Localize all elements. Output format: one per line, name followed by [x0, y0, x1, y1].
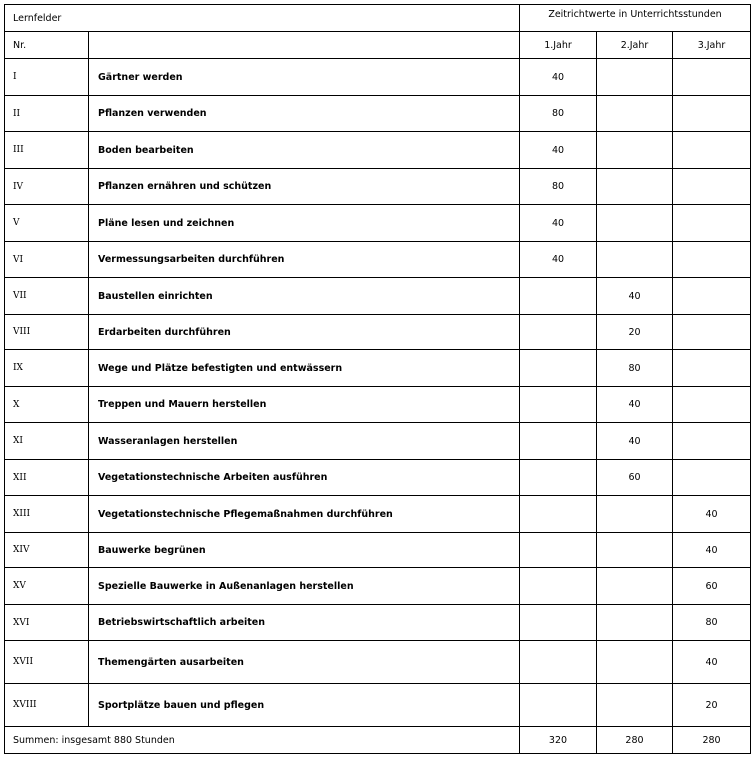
jahr1-value: 80 [520, 96, 597, 132]
jahr2-value [597, 605, 673, 641]
lernfeld-name: Pflanzen ernähren und schützen [89, 169, 520, 205]
jahr2-header: 2.Jahr [597, 32, 673, 59]
jahr1-header: 1.Jahr [520, 32, 597, 59]
jahr1-value [520, 278, 597, 315]
lernfeld-name: Themengärten ausarbeiten [89, 641, 520, 684]
table-row [5, 96, 751, 132]
lernfeld-nr: X [5, 387, 89, 423]
jahr3-value [673, 315, 751, 350]
jahr3-value [673, 169, 751, 205]
lernfeld-nr: II [5, 96, 89, 132]
lernfeld-nr: VI [5, 242, 89, 278]
lernfeld-name: Wege und Plätze befestigten und entwässern [89, 350, 520, 387]
jahr1-value [520, 496, 597, 533]
jahr2-value: 40 [597, 387, 673, 423]
jahr3-value [673, 350, 751, 387]
jahr2-value [597, 684, 673, 727]
jahr3-value [673, 205, 751, 242]
lernfeld-name: Betriebswirtschaftlich arbeiten [89, 605, 520, 641]
lernfeld-name: Sportplätze bauen und pflegen [89, 684, 520, 727]
jahr1-value: 40 [520, 242, 597, 278]
table-row [5, 496, 751, 533]
lernfeld-nr: XI [5, 423, 89, 460]
lernfeld-name: Wasseranlagen herstellen [89, 423, 520, 460]
jahr2-value [597, 132, 673, 169]
table-row [5, 533, 751, 568]
lernfeld-name: Pflanzen verwenden [89, 96, 520, 132]
table-row [5, 460, 751, 496]
jahr1-value [520, 350, 597, 387]
lernfeld-nr: XVIII [5, 684, 89, 727]
jahr3-value [673, 423, 751, 460]
lernfeld-name: Vegetationstechnische Arbeiten ausführen [89, 460, 520, 496]
table-row [5, 641, 751, 684]
table-row [5, 278, 751, 315]
table-row [5, 59, 751, 96]
lernfelder-header: Lernfelder [5, 5, 520, 32]
jahr2-value [597, 568, 673, 605]
lernfeld-nr: XVII [5, 641, 89, 684]
jahr1-value: 40 [520, 59, 597, 96]
jahr3-value: 80 [673, 605, 751, 641]
lernfeld-nr: VIII [5, 315, 89, 350]
jahr3-value [673, 460, 751, 496]
jahr1-value: 40 [520, 132, 597, 169]
lernfeld-name: Treppen und Mauern herstellen [89, 387, 520, 423]
table-row [5, 315, 751, 350]
jahr3-value [673, 278, 751, 315]
lernfeld-nr: VII [5, 278, 89, 315]
jahr3-value: 40 [673, 533, 751, 568]
jahr3-value: 20 [673, 684, 751, 727]
jahr3-value: 60 [673, 568, 751, 605]
jahr2-value: 40 [597, 423, 673, 460]
summe-jahr2: 280 [597, 727, 673, 754]
jahr1-value [520, 460, 597, 496]
jahr2-value: 80 [597, 350, 673, 387]
jahr3-value [673, 132, 751, 169]
table-row [5, 423, 751, 460]
lernfeld-nr: XVI [5, 605, 89, 641]
jahr3-header: 3.Jahr [673, 32, 751, 59]
summen-label: Summen: insgesamt 880 Stunden [5, 727, 520, 754]
lernfeld-name: Boden bearbeiten [89, 132, 520, 169]
lernfeld-name: Vermessungsarbeiten durchführen [89, 242, 520, 278]
jahr2-value: 60 [597, 460, 673, 496]
table-row [5, 350, 751, 387]
jahr1-value: 80 [520, 169, 597, 205]
jahr2-value [597, 242, 673, 278]
jahr2-value [597, 205, 673, 242]
header-row-1 [5, 5, 751, 32]
jahr1-value: 40 [520, 205, 597, 242]
jahr2-value [597, 533, 673, 568]
jahr2-value: 20 [597, 315, 673, 350]
jahr2-value [597, 496, 673, 533]
lernfeld-nr: I [5, 59, 89, 96]
jahr2-value: 40 [597, 278, 673, 315]
jahr1-value [520, 684, 597, 727]
table-row [5, 132, 751, 169]
lernfeld-nr: XIV [5, 533, 89, 568]
jahr3-value [673, 59, 751, 96]
lernfeld-name: Pläne lesen und zeichnen [89, 205, 520, 242]
jahr2-value [597, 96, 673, 132]
lernfeld-nr: IV [5, 169, 89, 205]
table-row [5, 242, 751, 278]
table-row [5, 205, 751, 242]
name-header [89, 32, 520, 59]
jahr3-value [673, 242, 751, 278]
jahr2-value [597, 169, 673, 205]
lernfeld-name: Erdarbeiten durchführen [89, 315, 520, 350]
summen-row [5, 727, 751, 754]
jahr1-value [520, 533, 597, 568]
table-row [5, 568, 751, 605]
lernfelder-table [4, 4, 751, 754]
jahr1-value [520, 423, 597, 460]
jahr3-value: 40 [673, 496, 751, 533]
lernfeld-name: Spezielle Bauwerke in Außenanlagen herstellen [89, 568, 520, 605]
lernfeld-nr: XV [5, 568, 89, 605]
lernfeld-nr: III [5, 132, 89, 169]
nr-header: Nr. [5, 32, 89, 59]
lernfeld-nr: IX [5, 350, 89, 387]
jahr1-value [520, 387, 597, 423]
lernfeld-name: Gärtner werden [89, 59, 520, 96]
jahr2-value [597, 59, 673, 96]
lernfeld-name: Bauwerke begrünen [89, 533, 520, 568]
jahr1-value [520, 568, 597, 605]
lernfeld-nr: XIII [5, 496, 89, 533]
header-row-2 [5, 32, 751, 59]
jahr1-value [520, 605, 597, 641]
jahr1-value [520, 315, 597, 350]
jahr3-value [673, 96, 751, 132]
lernfeld-nr: XII [5, 460, 89, 496]
table-row [5, 169, 751, 205]
summe-jahr3: 280 [673, 727, 751, 754]
jahr1-value [520, 641, 597, 684]
table-row [5, 605, 751, 641]
jahr3-value: 40 [673, 641, 751, 684]
table-row [5, 684, 751, 727]
lernfeld-name: Vegetationstechnische Pflegemaßnahmen durchführen [89, 496, 520, 533]
jahr2-value [597, 641, 673, 684]
lernfeld-nr: V [5, 205, 89, 242]
table-row [5, 387, 751, 423]
summe-jahr1: 320 [520, 727, 597, 754]
lernfeld-name: Baustellen einrichten [89, 278, 520, 315]
zeitrichtwerte-header: Zeitrichtwerte in Unterrichtsstunden [520, 5, 751, 32]
jahr3-value [673, 387, 751, 423]
